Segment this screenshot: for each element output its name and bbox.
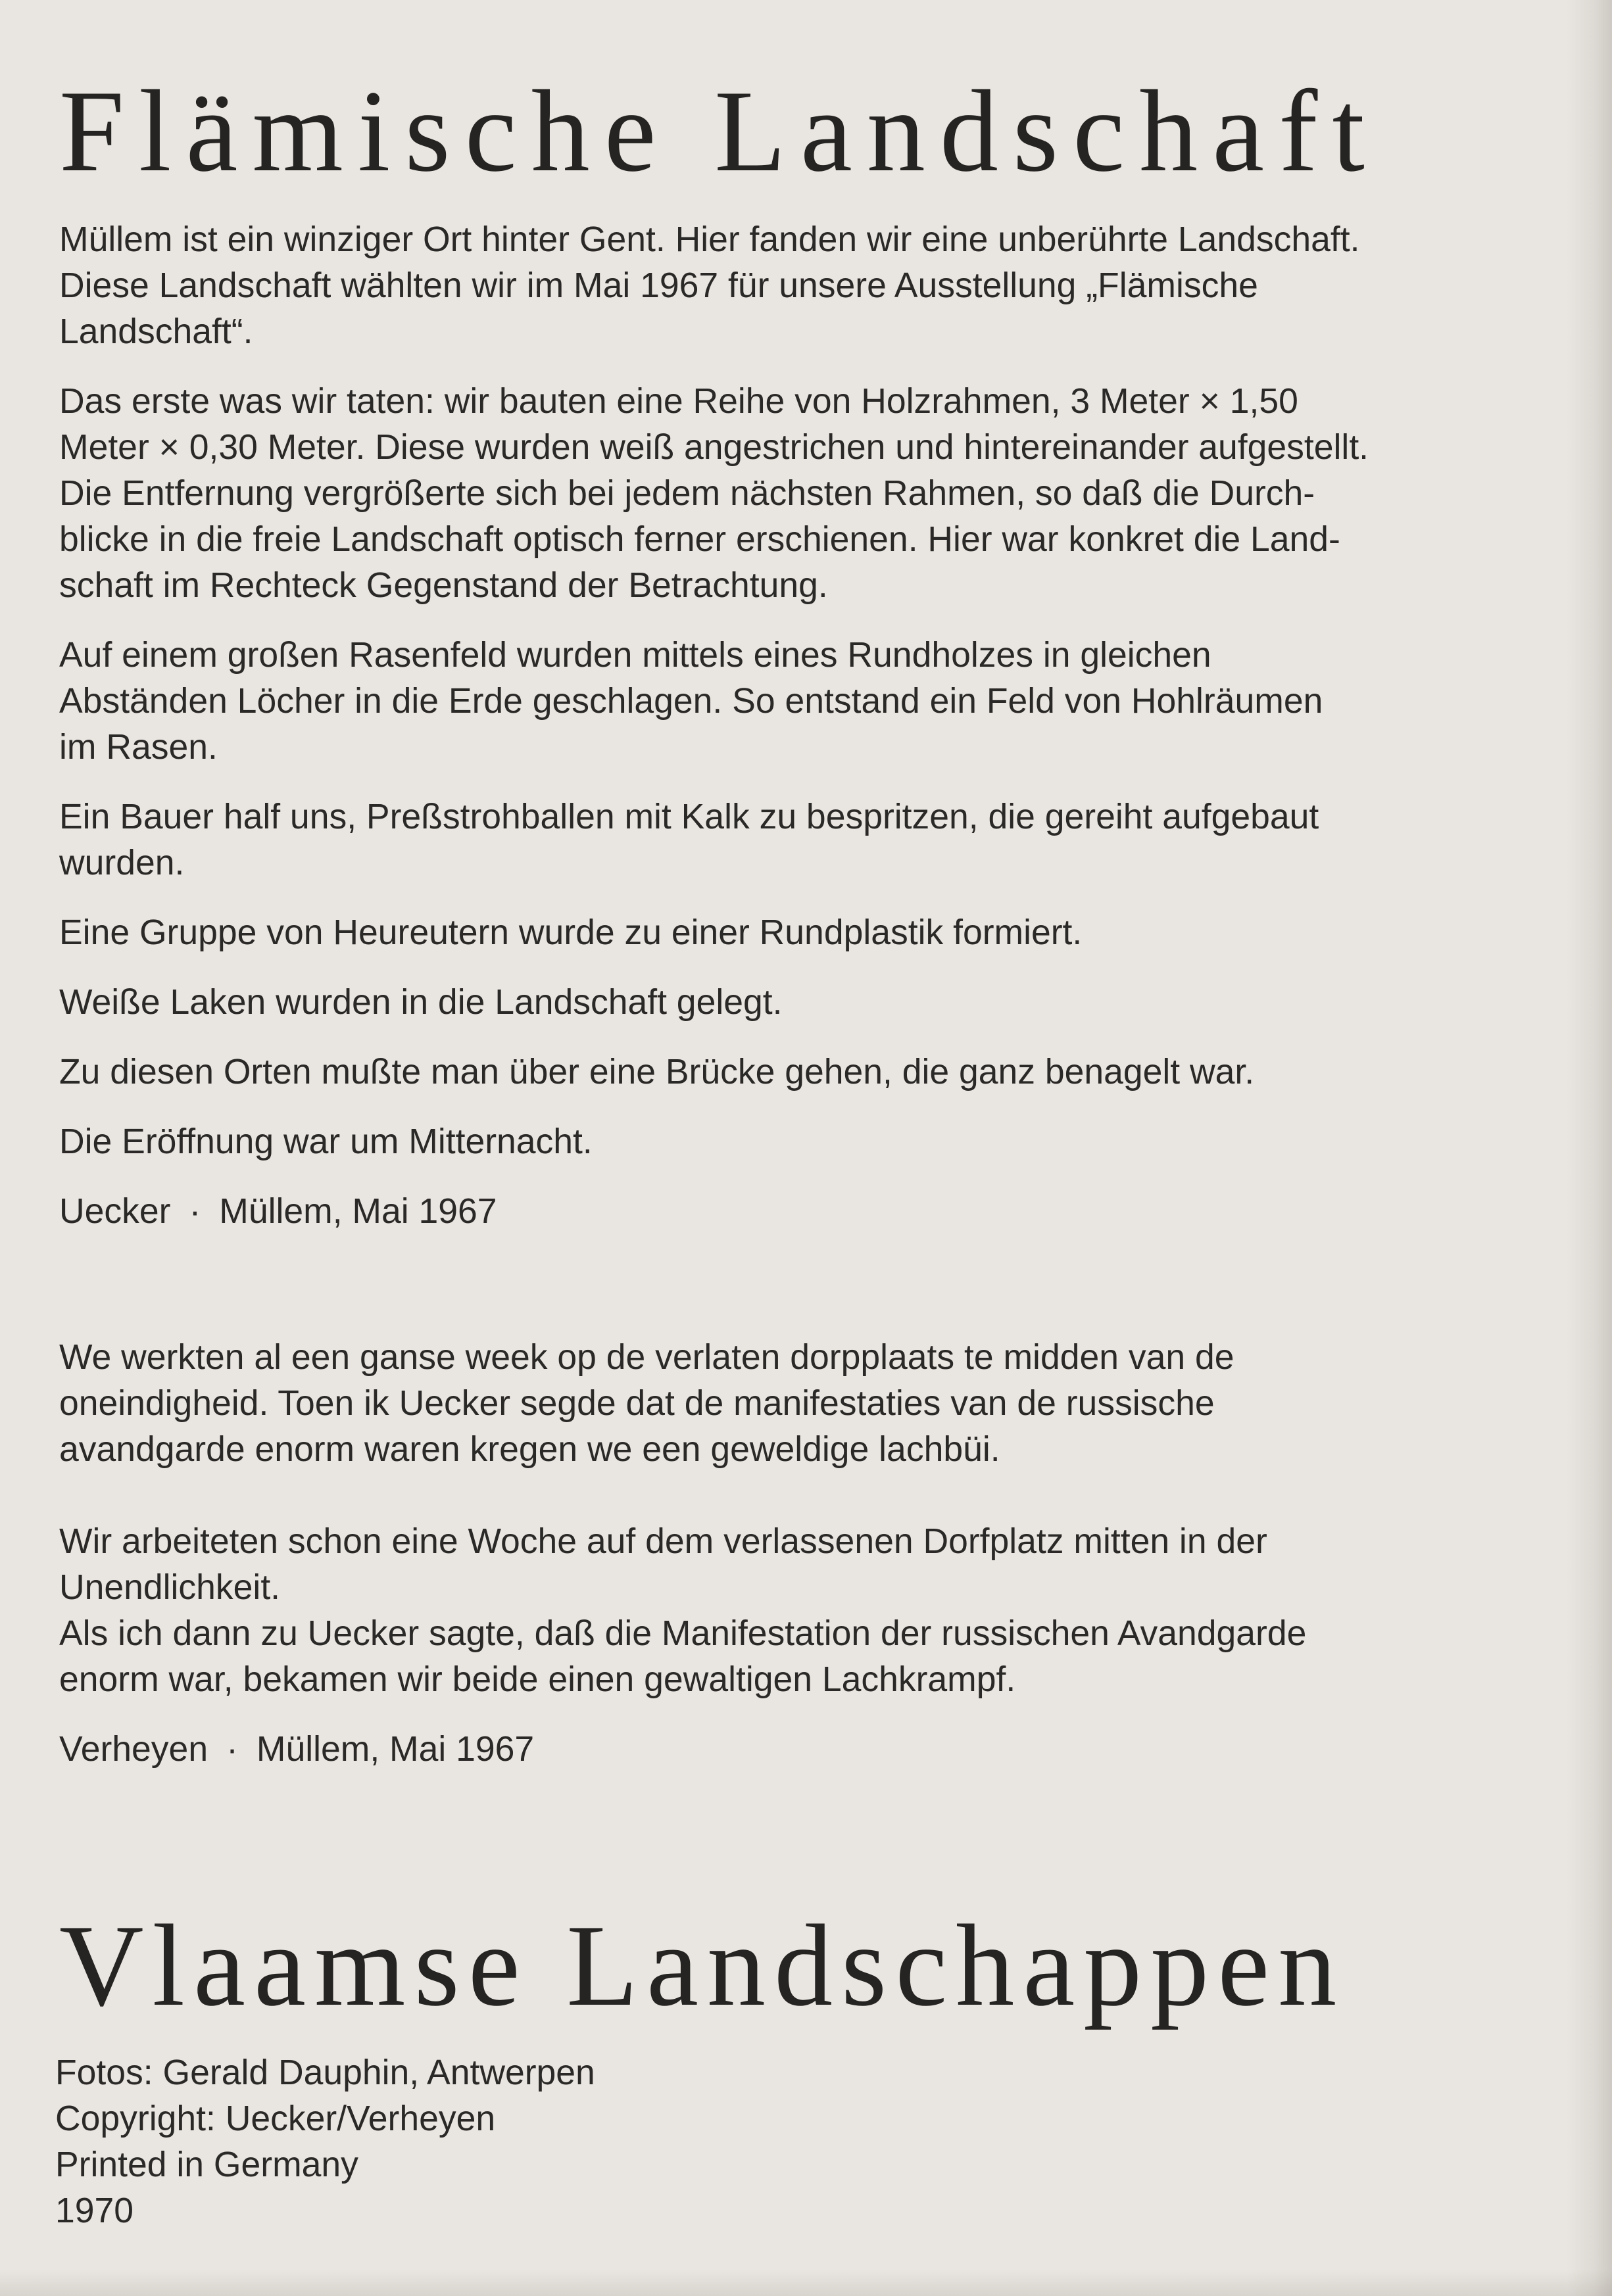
colophon [55, 2050, 595, 2234]
text-line: Weiße Laken wurden in die Landschaft gelegt. [59, 983, 783, 1022]
german-translation-block [59, 1519, 1572, 1773]
page-edge-shadow [1566, 0, 1612, 2296]
paragraph-8 [59, 1119, 1572, 1165]
signature-verheyen [59, 1727, 1572, 1773]
colophon-year: 1970 [55, 2191, 134, 2230]
paragraph-7 [59, 1049, 1572, 1095]
german-text-block [59, 217, 1572, 1235]
colophon-printed: Printed in Germany [55, 2145, 358, 2184]
colophon-copyright: Copyright: Uecker/Verheyen [55, 2099, 496, 2138]
paragraph-5 [59, 910, 1572, 956]
text-line: avandgarde enorm waren kregen we een geweldige lachbüi. [59, 1430, 1000, 1469]
text-line: Das erste was wir taten: wir bauten eine Reihe von Holzrahmen, 3 Meter × 1,50 [59, 382, 1298, 421]
paragraph-1 [59, 217, 1572, 355]
page-bottom-shadow [0, 2270, 1612, 2296]
paragraph-3 [59, 633, 1572, 771]
text-line: im Rasen. [59, 728, 218, 767]
signature-separator: · [226, 1730, 238, 1769]
colophon-photos: Fotos: Gerald Dauphin, Antwerpen [55, 2053, 595, 2092]
text-line: oneindigheid. Toen ik Uecker segde dat de manifestaties van de russische [59, 1384, 1215, 1423]
text-line: Abständen Löcher in die Erde geschlagen. So entstand ein Feld von Hohlräumen [59, 682, 1323, 721]
paragraph-2 [59, 379, 1572, 609]
dutch-text-block [59, 1335, 1572, 1473]
text-line: Auf einem großen Rasenfeld wurden mittels eines Rundholzes in gleichen [59, 636, 1211, 675]
text-line: blicke in die freie Landschaft optisch ferner erschienen. Hier war konkret die Land- [59, 520, 1340, 559]
text-line: Meter × 0,30 Meter. Diese wurden weiß angestrichen und hintereinander aufgestellt. [59, 428, 1369, 467]
text-line: Die Eröffnung war um Mitternacht. [59, 1122, 593, 1161]
signature-place-date: Müllem, Mai 1967 [219, 1192, 497, 1231]
signature-name: Verheyen [59, 1730, 208, 1769]
text-line: We werkten al een ganse week op de verlaten dorpplaats te midden van de [59, 1338, 1234, 1377]
signature-uecker [59, 1189, 1572, 1235]
text-line: Müllem ist ein winziger Ort hinter Gent. Hier fanden wir eine unberührte Landschaft. [59, 220, 1360, 259]
signature-name: Uecker [59, 1192, 171, 1231]
secondary-title: Vlaamse Landschappen [59, 1900, 1346, 2030]
text-line: schaft im Rechteck Gegenstand der Betrachtung. [59, 566, 828, 605]
text-line: enorm war, bekamen wir beide einen gewaltigen Lachkrampf. [59, 1660, 1016, 1699]
text-line: Zu diesen Orten mußte man über eine Brücke gehen, die ganz benagelt war. [59, 1053, 1255, 1091]
text-line: wurden. [59, 844, 185, 882]
dutch-paragraph [59, 1335, 1572, 1473]
translation-paragraph [59, 1519, 1572, 1703]
text-line: Wir arbeiteten schon eine Woche auf dem verlassenen Dorfplatz mitten in der [59, 1522, 1267, 1561]
paragraph-6 [59, 980, 1572, 1026]
signature-place-date: Müllem, Mai 1967 [256, 1730, 535, 1769]
paragraph-4 [59, 794, 1572, 886]
text-line: Diese Landschaft wählten wir im Mai 1967 für unsere Ausstellung „Flämische [59, 266, 1258, 305]
text-line: Eine Gruppe von Heureutern wurde zu einer Rundplastik formiert. [59, 913, 1083, 952]
text-line: Als ich dann zu Uecker sagte, daß die Manifestation der russischen Avandgarde [59, 1614, 1307, 1653]
text-line: Die Entfernung vergrößerte sich bei jedem nächsten Rahmen, so daß die Durch- [59, 474, 1315, 513]
text-line: Landschaft“. [59, 312, 253, 351]
page-title: Flämische Landschaft [59, 66, 1379, 196]
text-line: Unendlichkeit. [59, 1568, 281, 1607]
text-line: Ein Bauer half uns, Preßstrohballen mit Kalk zu bespritzen, die gereiht aufgebaut [59, 798, 1319, 836]
signature-separator: · [189, 1192, 201, 1231]
